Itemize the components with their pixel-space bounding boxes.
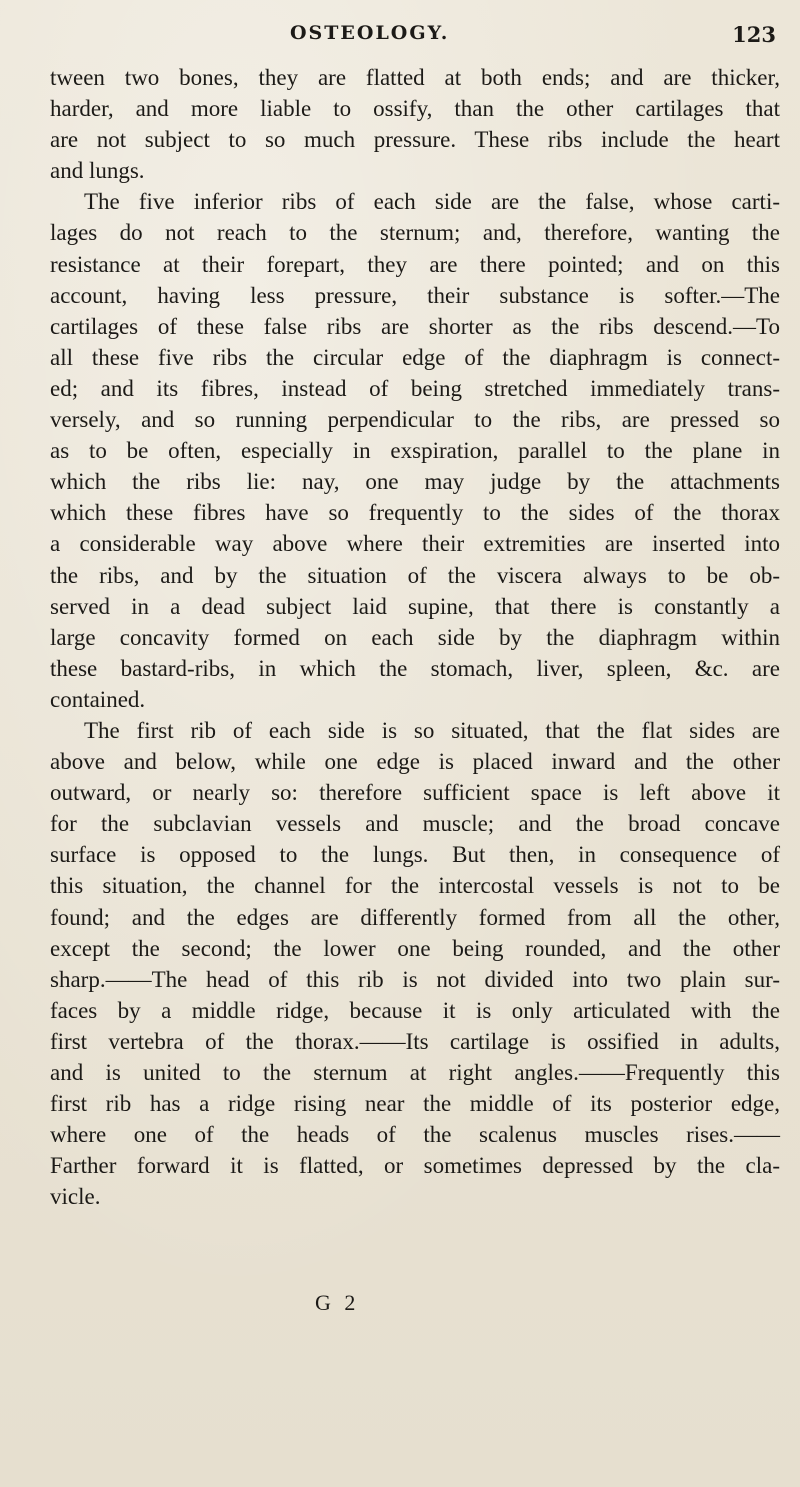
- text-line: lages do not reach to the sternum; and, therefore, wanting the: [50, 220, 780, 246]
- text-line: outward, or nearly so: therefore sufficient space is left above it: [50, 780, 780, 806]
- running-head: [0, 22, 800, 62]
- text-line: and is united to the sternum at right angles.——Frequently this: [50, 1060, 780, 1085]
- text-line: this situation, the channel for the intercostal vessels is not to be: [50, 873, 780, 899]
- text-line: sharp.——The head of this rib is not divided into two plain sur-: [50, 966, 780, 992]
- text-line: contained.: [50, 686, 146, 712]
- text-line: versely, and so running perpendicular to the ribs, are pressed so: [50, 407, 780, 433]
- text-line: first vertebra of the thorax.——Its cartilage is ossified in adults,: [50, 1028, 780, 1054]
- text-line: account, having less pressure, their substance is softer.—The: [50, 282, 780, 308]
- text-line: are not subject to so much pressure. These ribs include the heart: [50, 127, 780, 153]
- text-line: The first rib of each side is so situated, that the flat sides are: [84, 717, 780, 743]
- page-number: 123: [732, 22, 776, 47]
- text-line: first rib has a ridge rising near the middle of its posterior edge,: [50, 1091, 780, 1117]
- text-line: these bastard-ribs, in which the stomach, liver, spleen, &c. are: [50, 655, 780, 681]
- text-line: Farther forward it is flatted, or sometimes depressed by the cla-: [50, 1153, 780, 1179]
- text-line: above and below, while one edge is placed inward and the other: [50, 749, 780, 775]
- text-line: which the ribs lie: nay, one may judge by the attachments: [50, 469, 780, 495]
- text-line: harder, and more liable to ossify, than the other cartilages that: [50, 96, 780, 122]
- text-line: the ribs, and by the situation of the viscera always to be ob-: [50, 562, 780, 588]
- text-line: which these fibres have so frequently to the sides of the thorax: [50, 500, 780, 526]
- text-line: ed; and its fibres, instead of being stretched immediately trans-: [50, 375, 780, 401]
- text-line: except the second; the lower one being rounded, and the other: [50, 935, 780, 961]
- text-line: tween two bones, they are flatted at both ends; and are thicker,: [50, 65, 780, 90]
- text-line: vicle.: [50, 1184, 101, 1210]
- text-line: as to be often, especially in exspiration, parallel to the plane in: [50, 438, 780, 464]
- text-line: The five inferior ribs of each side are the false, whose carti-: [84, 189, 780, 215]
- text-line: found; and the edges are differently formed from all the other,: [50, 904, 780, 930]
- text-line: where one of the heads of the scalenus muscles rises.——: [50, 1122, 780, 1148]
- running-title: OSTEOLOGY.: [290, 22, 450, 44]
- signature-mark: G 2: [315, 1290, 360, 1315]
- text-line: and lungs.: [50, 158, 145, 184]
- text-line: large concavity formed on each side by the diaphragm within: [50, 624, 780, 650]
- text-line: a considerable way above where their extremities are inserted into: [50, 531, 780, 557]
- text-line: faces by a middle ridge, because it is only articulated with the: [50, 997, 780, 1023]
- text-line: cartilages of these false ribs are shorter as the ribs descend.—To: [50, 313, 780, 339]
- text-line: all these five ribs the circular edge of the diaphragm is connect-: [50, 344, 780, 370]
- text-line: served in a dead subject laid supine, that there is constantly a: [50, 593, 780, 619]
- text-line: resistance at their forepart, they are there pointed; and on this: [50, 251, 780, 277]
- text-line: for the subclavian vessels and muscle; and the broad concave: [50, 811, 780, 837]
- text-line: surface is opposed to the lungs. But then, in consequence of: [50, 842, 780, 868]
- body-text: [50, 62, 780, 1212]
